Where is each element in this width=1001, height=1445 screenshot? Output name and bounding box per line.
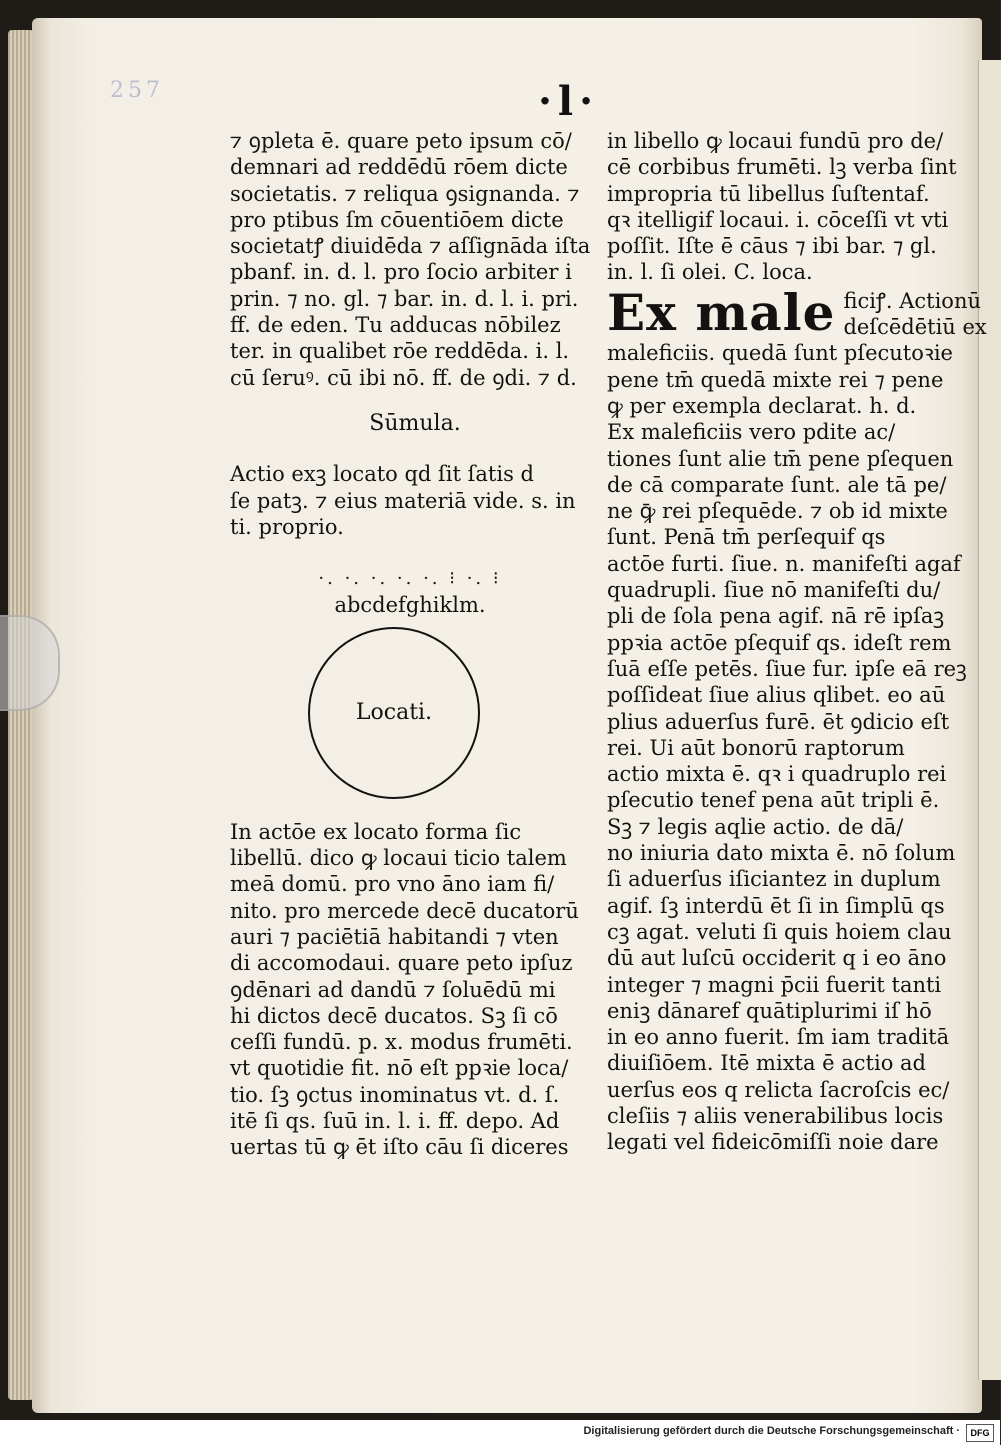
folio-number: ·l· bbox=[538, 78, 600, 125]
left-top-line: ter. in qualibet rōe reddēda. i. l. bbox=[230, 339, 570, 364]
right-main-line: actōe furti. ſiue. n. manifeſti agaf bbox=[607, 551, 961, 576]
left-top-line: pbanf. in. d. l. pro ſocio arbiter i bbox=[230, 260, 572, 285]
right-main-line: diuiſiōem. Itē mixta ē actio ad bbox=[607, 1051, 926, 1076]
right-main-line: eniꝫ dānaref quātiplurimi iſ hō bbox=[607, 998, 932, 1023]
left-top-line: prin. ⁊ no. gl. ⁊ bar. in. d. l. i. pri. bbox=[230, 286, 579, 311]
right-main-line: uerſus eos q relicta ſacroſcis ec/ bbox=[607, 1077, 950, 1102]
right-top-line: poſſit. Iſte ē cāus ⁊ ibi bar. ⁊ gl. bbox=[607, 234, 937, 259]
left-summary-line: ti. proprio. bbox=[230, 514, 344, 539]
pencil-note: 257 bbox=[110, 78, 164, 103]
right-main-line: tiones ſunt alie tm̄ pene pſequen bbox=[607, 446, 954, 471]
signature-alphabet: abcdefghiklm. bbox=[334, 593, 486, 618]
right-main-line: ſunt. Penā tm̄ perſequif qs bbox=[607, 525, 886, 550]
facing-page-edge bbox=[978, 60, 1001, 1380]
right-main-line: ſi aduerſus iſiciantez in duplum bbox=[607, 867, 941, 892]
section-heading-block bbox=[607, 282, 987, 342]
left-bottom-line: tio. ſꝫ ꝯctus inominatus vt. d. ſ. bbox=[230, 1082, 560, 1107]
section-heading-rest-1: ficiꝭ. Actionū bbox=[843, 288, 982, 313]
left-text-block-summary bbox=[230, 461, 576, 540]
dfg-logo: DFG bbox=[966, 1424, 994, 1442]
right-main-line: pſecutio tenef pena aūt tripli ē. bbox=[607, 788, 940, 813]
left-bottom-line: vt quotidie fit. nō eſt ppꝛie loca/ bbox=[230, 1056, 569, 1081]
right-top-line: in. l. ſi olei. C. loca. bbox=[607, 260, 813, 285]
left-text-block-bottom bbox=[230, 819, 579, 1161]
left-bottom-line: auri ⁊ paciētiā habitandi ⁊ vten bbox=[230, 924, 559, 949]
right-top-line: cē corbibus frumēti. lꝫ verba ſint bbox=[607, 155, 957, 180]
left-top-line: societatis. ⁊ reliqua ꝯsignanda. ⁊ bbox=[230, 181, 580, 206]
right-text-block-top bbox=[607, 128, 957, 286]
right-main-line: de cā comparate ſunt. ale tā pe/ bbox=[607, 472, 947, 497]
right-main-line: integer ⁊ magni p̄cii fuerit tanti bbox=[607, 972, 942, 997]
right-main-line: poſſideat ſiue alius qlibet. eo aū bbox=[607, 683, 946, 708]
right-main-line: actio mixta ē. qꝛ i quadruplo rei bbox=[607, 762, 947, 787]
left-bottom-line: In actōe ex locato forma ſic bbox=[230, 819, 522, 844]
left-top-line: ff. de eden. Tu adducas nōbilez bbox=[230, 313, 561, 338]
right-top-line: in libello ꝙ locaui fundū pro de/ bbox=[607, 129, 944, 153]
section-big-heading: Ex male bbox=[607, 282, 836, 342]
right-main-line: cleſiis ⁊ aliis venerabilibus locis bbox=[607, 1103, 944, 1128]
right-main-line: ſuā eſſe petēs. ſiue fur. ipſe eā reꝫ bbox=[607, 656, 967, 681]
right-main-line: ꝙ per exempla declarat. h. d. bbox=[607, 393, 917, 418]
left-summary-line: Actio exꝫ locato qd ſit ſatis d bbox=[230, 462, 534, 487]
left-top-line: demnari ad reddēdū rōem dicte bbox=[230, 155, 568, 180]
right-main-line: Sꝫ ⁊ legis aqlie actio. de dā/ bbox=[607, 814, 904, 839]
summary-heading: Sūmula. bbox=[369, 410, 461, 436]
right-main-line: dū aut luſcū occiderit q i eo āno bbox=[607, 946, 947, 971]
right-main-line: legati vel fideicōmiſſi noie dare bbox=[607, 1130, 939, 1155]
left-text-block-top bbox=[230, 128, 591, 391]
right-main-line: ppꝛia actōe pſequif qs. ideſt rem bbox=[607, 630, 952, 655]
right-main-line: in eo anno fuerit. ſm iam traditā bbox=[607, 1025, 950, 1050]
footer-credit: Digitalisierung gefördert durch die Deutsche Forschungsgemeinschaft · bbox=[583, 1425, 960, 1437]
section-circle-title: Locati. bbox=[355, 699, 433, 725]
right-text-block-main bbox=[607, 340, 967, 1155]
right-main-line: maleficiis. quedā ſunt pſecutoꝛie bbox=[607, 341, 953, 366]
left-bottom-line: ceſſi fundū. p. x. modus frumēti. bbox=[230, 1030, 573, 1055]
left-top-line: cū ſeruꝰ. cū ibi nō. ff. de ꝯdi. ⁊ d. bbox=[230, 365, 577, 390]
left-column bbox=[230, 128, 591, 1161]
right-main-line: quadrupli. ſiue nō manifeſti du/ bbox=[607, 578, 941, 603]
right-main-line: no iniuria dato mixta ē. nō ſolum bbox=[607, 841, 956, 866]
left-bottom-line: hi dictos decē ducatos. Sꝫ ſi cō bbox=[230, 1003, 558, 1028]
left-bottom-line: uertas tū ꝙ ēt iſto cāu ſi diceres bbox=[230, 1135, 569, 1160]
left-bottom-line: itē ſi qs. ſuū in. l. i. ff. depo. Ad bbox=[230, 1109, 560, 1134]
section-circle bbox=[308, 627, 480, 799]
section-heading-rest-2: deſcēdētiū ex bbox=[843, 315, 987, 340]
right-main-line: pene tm̄ quedā mixte rei ⁊ pene bbox=[607, 367, 944, 392]
footer-bar bbox=[0, 1420, 1000, 1445]
left-summary-line: ſe patꝫ. ⁊ eius materiā vide. s. in bbox=[230, 488, 576, 513]
right-top-line: impropria tū libellus ſuſtentaf. bbox=[607, 181, 930, 206]
right-main-line: rei. Ui aūt bonorū raptorum bbox=[607, 735, 905, 760]
right-main-line: cꝫ agat. veluti ſi quis hoiem clau bbox=[607, 919, 952, 944]
left-bottom-line: libellū. dico ꝙ locaui ticio talem bbox=[230, 846, 567, 871]
left-bottom-line: nito. pro mercede decē ducatorū bbox=[230, 898, 579, 923]
right-main-line: agif. ſꝫ interdū ēt ſi in ſimplū qs bbox=[607, 893, 945, 918]
left-top-line: pro ptibus ſm cōuentiōem dicte bbox=[230, 207, 564, 232]
right-main-line: ne ꝙ̄ rei pſequēde. ⁊ ob id mixte bbox=[607, 499, 948, 524]
book-page-edges bbox=[8, 30, 34, 1400]
left-bottom-line: di accomodaui. quare peto ipſuz bbox=[230, 951, 573, 976]
left-bottom-line: meā domū. pro vno āno iam fi/ bbox=[230, 872, 555, 897]
left-bottom-line: ꝯdēnari ad dandū ⁊ ſoluēdū mi bbox=[230, 977, 556, 1002]
right-top-line: qꝛ itelligif locaui. i. cōceſſi vt vti bbox=[607, 207, 949, 232]
right-main-line: Ex maleficiis vero pdite ac/ bbox=[607, 420, 896, 445]
left-top-line: societatꝭ diuidēda ⁊ aſſignāda iſta bbox=[230, 234, 591, 259]
right-main-line: pli de ſola pena agif. nā rē ipſaꝫ bbox=[607, 604, 945, 629]
right-main-line: plius aduerſus furē. ēt ꝯdicio eſt bbox=[607, 709, 950, 734]
right-column bbox=[607, 128, 987, 1156]
left-top-line: ⁊ ꝯpleta ē. quare peto ipsum cō/ bbox=[230, 129, 572, 153]
signature-dots: ·. ·. ·. ·. ·. ⁝ ·. ⁝ bbox=[318, 568, 502, 590]
